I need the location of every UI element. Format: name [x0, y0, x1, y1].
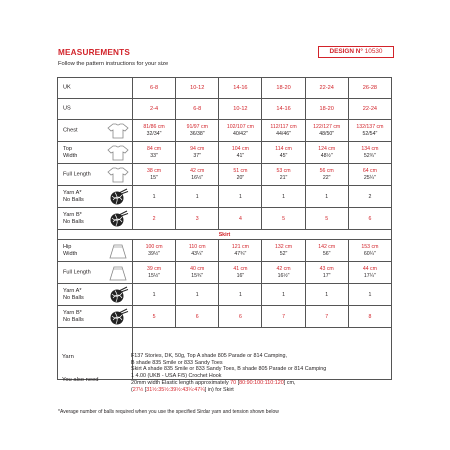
- chest-in: 48/50": [319, 130, 335, 137]
- full-length-cm: 64 cm: [362, 167, 377, 174]
- chest-label-cell: [58, 120, 133, 142]
- skirt-full-length-cm: 40 cm: [190, 265, 205, 272]
- design-number: 10530: [364, 48, 383, 55]
- skirt-yarn-b-label: No Balls: [63, 316, 84, 323]
- yarn-a-cell: 1: [262, 186, 305, 208]
- full-length-cm: 51 cm: [233, 167, 248, 174]
- yarn-label: Yarn: [62, 354, 74, 360]
- chest-cell: [348, 120, 391, 142]
- hip-width-in: 52": [279, 250, 288, 257]
- full-length-row: [58, 164, 392, 186]
- us-size-row: [58, 99, 392, 120]
- top-width-cell: [133, 142, 176, 164]
- skirt-yarn-a-label-cell: [58, 284, 133, 306]
- chest-cm: 112/117 cm: [270, 123, 297, 130]
- skirt-yarn-a-cell: 1: [133, 284, 176, 306]
- skirt-yarn-a-cell: 1: [219, 284, 262, 306]
- chest-cell: [133, 120, 176, 142]
- skirt-full-length-row: [58, 262, 392, 284]
- hip-width-cell: [262, 240, 305, 262]
- yarn-a-cell: 2: [348, 186, 391, 208]
- skirt-yarn-b-label-cell: [58, 306, 133, 328]
- measurements-table: [57, 77, 392, 380]
- top-width-cell: [262, 142, 305, 164]
- full-length-cell: [305, 164, 348, 186]
- yarn-a-cell: 1: [176, 186, 219, 208]
- uk-size-cell: 18-20: [262, 78, 305, 99]
- skirt-full-length-in: 16½": [277, 272, 290, 279]
- uk-size-label-cell: [58, 78, 133, 99]
- chest-cell: [176, 120, 219, 142]
- full-length-label: Full Length: [63, 171, 91, 177]
- top-diagram-icon: [107, 144, 129, 162]
- yarn-info-line-1: F137 Stories, DK, 50g, Top A shade 805 Parade or 814 Camping,: [131, 353, 288, 359]
- top-width-row: [58, 142, 392, 164]
- hip-width-cm: 132 cm: [275, 243, 293, 250]
- top-width-label: Top: [63, 145, 73, 152]
- uk-size-row: [58, 78, 392, 99]
- full-length-cm: 42 cm: [190, 167, 205, 174]
- uk-size-cell: 10-12: [176, 78, 219, 99]
- skirt-yarn-b-cell: 6: [219, 306, 262, 328]
- yarn-info-line-3: Skirt A shade 835 Smile or 833 Sandy Toes, B shade 805 Parade or 814 Camping: [131, 366, 327, 373]
- top-width-cm: 114 cm: [275, 145, 292, 152]
- hip-width-label-cell: [58, 240, 133, 262]
- yarn-a-cell: 1: [133, 186, 176, 208]
- skirt-section-row: [58, 230, 392, 240]
- hip-width-row: [58, 240, 392, 262]
- chest-label: Chest: [63, 127, 78, 133]
- top-width-cm: 104 cm: [231, 145, 249, 152]
- chest-in: 44/46": [276, 130, 291, 137]
- skirt-yarn-b-cell: 6: [176, 306, 219, 328]
- yarn-b-cell: 6: [348, 208, 391, 230]
- skirt-full-length-cell: [219, 262, 262, 284]
- skirt-diagram-icon: [107, 242, 129, 260]
- yarn-a-row: [58, 186, 392, 208]
- hip-width-cell: [305, 240, 348, 262]
- skirt-yarn-a-cell: 1: [348, 284, 391, 306]
- yarn-b-row: [58, 208, 392, 230]
- design-number-box: [318, 46, 394, 58]
- skirt-full-length-cell: [305, 262, 348, 284]
- skirt-yarn-b-cell: 8: [348, 306, 391, 328]
- yarn-b-label: Yarn B*: [63, 211, 82, 218]
- hip-width-in: 39½": [148, 250, 161, 257]
- top-width-cm: 134 cm: [361, 145, 379, 152]
- also-need-label: You also need: [62, 377, 99, 383]
- us-size-cell: 2-4: [133, 99, 176, 120]
- skirt-yarn-b-cell: 5: [133, 306, 176, 328]
- full-length-cell: [262, 164, 305, 186]
- hip-width-in: 47¾": [234, 250, 247, 257]
- full-length-label-cell: [58, 164, 133, 186]
- yarn-info: [131, 353, 391, 393]
- skirt-full-length-in: 15¾": [191, 272, 204, 279]
- full-length-in: 22": [322, 174, 331, 181]
- chest-in: 32/34": [146, 130, 162, 137]
- full-length-in: 20": [236, 174, 245, 181]
- chest-cm: 102/107 cm: [226, 123, 254, 130]
- us-size-cell: 18-20: [305, 99, 348, 120]
- yarn-info-line-4: 1 4.00 (UKB - USA F/5) Crochet Hook: [131, 373, 222, 380]
- full-length-cm: 56 cm: [319, 167, 334, 174]
- full-length-in: 15": [150, 174, 158, 181]
- hip-width-in: 56": [322, 250, 331, 257]
- hip-width-in: 60¼": [363, 250, 376, 257]
- top-width-in: 37": [193, 152, 202, 159]
- uk-size-cell: 6-8: [133, 78, 176, 99]
- uk-size-label: UK: [63, 84, 71, 91]
- full-length-in: 16½": [191, 174, 204, 181]
- yarn-info-line-2: B shade 835 Smile or 833 Sandy Toes: [131, 359, 223, 366]
- chest-cell: [262, 120, 305, 142]
- hip-width-in: 43¼": [191, 250, 204, 257]
- top-width-cell: [305, 142, 348, 164]
- skirt-full-length-cm: 43 cm: [319, 265, 334, 272]
- chest-cm: 81/86 cm: [143, 123, 165, 130]
- skirt-full-length-in: 15½": [148, 272, 161, 279]
- skirt-full-length-label-cell: [58, 262, 133, 284]
- skirt-full-length-cm: 39 cm: [147, 265, 162, 272]
- yarn-ball-icon: [107, 286, 129, 304]
- yarn-b-cell: 4: [219, 208, 262, 230]
- full-length-in: 21": [279, 174, 288, 181]
- subtitle: Follow the pattern instructions for your size: [58, 61, 169, 67]
- full-length-cell: [176, 164, 219, 186]
- skirt-yarn-a-row: [58, 284, 392, 306]
- us-size-cell: 22-24: [348, 99, 391, 120]
- top-width-label: Width: [63, 152, 78, 159]
- skirt-full-length-cm: 41 cm: [233, 265, 248, 272]
- skirt-yarn-b-row: [58, 306, 392, 328]
- full-length-cell: [219, 164, 262, 186]
- skirt-full-length-in: 17¼": [363, 272, 376, 279]
- yarn-ball-icon: [107, 210, 129, 228]
- hip-width-cm: 142 cm: [318, 243, 336, 250]
- hip-width-cell: [219, 240, 262, 262]
- skirt-yarn-b-cell: 7: [305, 306, 348, 328]
- chest-in: 36/38": [189, 130, 205, 137]
- top-width-cm: 124 cm: [318, 145, 336, 152]
- hip-width-cell: [176, 240, 219, 262]
- skirt-full-length-cell: [176, 262, 219, 284]
- top-width-cm: 84 cm: [147, 145, 162, 152]
- top-width-cm: 94 cm: [190, 145, 205, 152]
- yarn-a-cell: 1: [219, 186, 262, 208]
- skirt-full-length-cm: 44 cm: [362, 265, 377, 272]
- chest-cm: 132/137 cm: [356, 123, 384, 130]
- page-title: MEASUREMENTS: [58, 48, 130, 57]
- yarn-b-cell: 5: [305, 208, 348, 230]
- hip-width-cm: 110 cm: [188, 243, 206, 250]
- skirt-yarn-a-cell: 1: [305, 284, 348, 306]
- hip-width-label: Width: [63, 250, 78, 257]
- full-length-cm: 38 cm: [147, 167, 162, 174]
- uk-size-cell: 22-24: [305, 78, 348, 99]
- full-length-cell: [348, 164, 391, 186]
- top-diagram-icon: [107, 166, 129, 184]
- chest-cm: 91/97 cm: [186, 123, 208, 130]
- skirt-yarn-b-cell: 7: [262, 306, 305, 328]
- hip-width-cell: [348, 240, 391, 262]
- uk-size-cell: 26-28: [348, 78, 391, 99]
- chest-in: 40/42": [232, 130, 248, 137]
- chest-cell: [219, 120, 262, 142]
- footnote: *Average number of balls required when you use the specified Sirdar yarn and tension shown below: [58, 409, 279, 415]
- top-width-in: 48½": [320, 152, 333, 159]
- skirt-full-length-label: Full Length: [63, 269, 91, 275]
- chest-in: 52/54": [362, 130, 378, 137]
- yarn-a-cell: 1: [305, 186, 348, 208]
- yarn-ball-icon: [107, 308, 129, 326]
- yarn-a-label-cell: [58, 186, 133, 208]
- hip-width-cm: 121 cm: [231, 243, 249, 250]
- skirt-full-length-cm: 42 cm: [276, 265, 291, 272]
- chest-cell: [305, 120, 348, 142]
- skirt-yarn-a-cell: 1: [176, 284, 219, 306]
- hip-width-label: Hip: [63, 243, 72, 250]
- design-label: DESIGN N°: [329, 48, 363, 55]
- yarn-a-label: No Balls: [63, 196, 84, 203]
- hip-width-cm: 153 cm: [361, 243, 379, 250]
- top-width-cell: [176, 142, 219, 164]
- full-length-in: 25¼": [363, 174, 376, 181]
- top-width-in: 41": [236, 152, 245, 159]
- us-size-label: US: [63, 105, 71, 112]
- yarn-b-cell: 5: [262, 208, 305, 230]
- top-diagram-icon: [107, 122, 129, 140]
- skirt-diagram-icon: [107, 264, 129, 282]
- hip-width-cell: [133, 240, 176, 262]
- skirt-full-length-in: 17": [322, 272, 331, 279]
- full-length-cell: [133, 164, 176, 186]
- top-width-cell: [348, 142, 391, 164]
- yarn-ball-icon: [107, 188, 129, 206]
- elastic-line-2: (27½ [31½:35½:39½:43¼:47¼] in) for Skirt: [131, 386, 234, 393]
- skirt-full-length-cell: [133, 262, 176, 284]
- skirt-yarn-b-label: Yarn B*: [63, 309, 82, 316]
- full-length-cm: 53 cm: [276, 167, 291, 174]
- chest-cm: 122/127 cm: [313, 123, 341, 130]
- hip-width-cm: 100 cm: [145, 243, 163, 250]
- skirt-yarn-a-label: Yarn A*: [63, 287, 82, 294]
- skirt-full-length-cell: [262, 262, 305, 284]
- uk-size-cell: 14-16: [219, 78, 262, 99]
- top-width-in: 33": [150, 152, 158, 159]
- top-width-in: 45": [279, 152, 288, 159]
- yarn-b-cell: 2: [133, 208, 176, 230]
- yarn-b-label-cell: [58, 208, 133, 230]
- us-size-cell: 10-12: [219, 99, 262, 120]
- chest-row: [58, 120, 392, 142]
- yarn-b-cell: 3: [176, 208, 219, 230]
- us-size-label-cell: [58, 99, 133, 120]
- skirt-yarn-a-label: No Balls: [63, 294, 84, 301]
- skirt-section-heading: Skirt: [58, 230, 392, 240]
- top-width-in: 52¾": [363, 152, 376, 159]
- skirt-full-length-in: 16": [236, 272, 245, 279]
- yarn-a-label: Yarn A*: [63, 189, 82, 196]
- skirt-full-length-cell: [348, 262, 391, 284]
- us-size-cell: 6-8: [176, 99, 219, 120]
- elastic-line-1: 20mm width Elastic length approximately 70 [80:90:100:110:120] cm,: [131, 379, 296, 386]
- us-size-cell: 14-16: [262, 99, 305, 120]
- top-width-label-cell: [58, 142, 133, 164]
- yarn-b-label: No Balls: [63, 218, 84, 225]
- skirt-yarn-a-cell: 1: [262, 284, 305, 306]
- top-width-cell: [219, 142, 262, 164]
